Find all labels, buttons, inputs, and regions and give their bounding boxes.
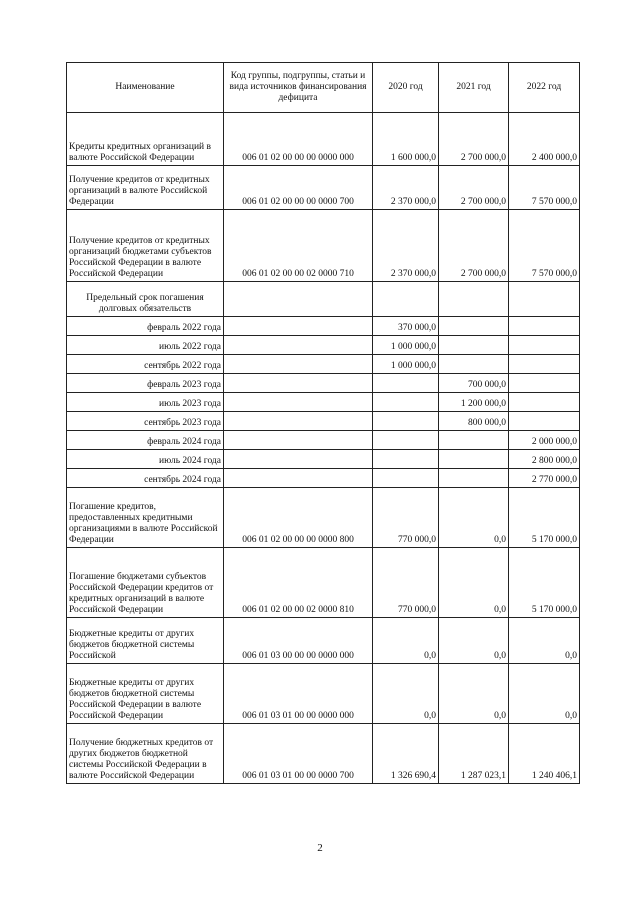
row-code: 006 01 02 00 00 02 0000 710 [224, 210, 373, 282]
row-name: февраль 2023 года [67, 374, 224, 393]
row-value-2020: 2 370 000,0 [373, 166, 439, 210]
row-value-2022 [509, 336, 580, 355]
row-value-2020: 0,0 [373, 618, 439, 664]
row-value-2021: 2 700 000,0 [439, 166, 509, 210]
row-value-2021 [439, 469, 509, 488]
row-value-2021 [439, 336, 509, 355]
row-name: сентябрь 2023 года [67, 412, 224, 431]
row-value-2021 [439, 282, 509, 317]
row-value-2022: 5 170 000,0 [509, 488, 580, 548]
row-value-2022: 2 400 000,0 [509, 113, 580, 166]
row-name: февраль 2024 года [67, 431, 224, 450]
row-value-2022: 2 000 000,0 [509, 431, 580, 450]
row-value-2021: 800 000,0 [439, 412, 509, 431]
row-value-2020: 1 600 000,0 [373, 113, 439, 166]
header-year-2020: 2020 год [373, 63, 439, 113]
row-name: Получение кредитов от кредитных организаций в валюте Российской Федерации [67, 166, 224, 210]
row-name: июль 2022 года [67, 336, 224, 355]
row-value-2020: 770 000,0 [373, 548, 439, 618]
table-row [67, 618, 580, 664]
table-row [67, 317, 580, 336]
page-number: 2 [317, 842, 323, 854]
row-value-2021: 700 000,0 [439, 374, 509, 393]
table-row [67, 393, 580, 412]
row-value-2022: 1 240 406,1 [509, 724, 580, 784]
row-code [224, 374, 373, 393]
row-name: июль 2023 года [67, 393, 224, 412]
row-code [224, 336, 373, 355]
row-code [224, 412, 373, 431]
row-value-2021: 1 200 000,0 [439, 393, 509, 412]
row-code [224, 317, 373, 336]
row-name: Кредиты кредитных организаций в валюте Российской Федерации [67, 113, 224, 166]
row-value-2020: 1 000 000,0 [373, 355, 439, 374]
row-name: Бюджетные кредиты от других бюджетов бюджетной системы Российской [67, 618, 224, 664]
row-value-2020: 0,0 [373, 664, 439, 724]
row-value-2022: 5 170 000,0 [509, 548, 580, 618]
header-name: Наименование [67, 63, 224, 113]
row-value-2022: 0,0 [509, 664, 580, 724]
row-value-2021: 0,0 [439, 618, 509, 664]
row-code: 006 01 02 00 00 00 0000 000 [224, 113, 373, 166]
table-row [67, 355, 580, 374]
row-code [224, 282, 373, 317]
row-value-2020: 370 000,0 [373, 317, 439, 336]
row-code [224, 450, 373, 469]
row-value-2020: 1 326 690,4 [373, 724, 439, 784]
row-code: 006 01 02 00 00 00 0000 800 [224, 488, 373, 548]
row-value-2022 [509, 412, 580, 431]
table-row [67, 374, 580, 393]
financing-sources-table [66, 62, 580, 784]
row-value-2021 [439, 355, 509, 374]
row-value-2020 [373, 282, 439, 317]
table-row [67, 282, 580, 317]
table-row [67, 469, 580, 488]
row-value-2022 [509, 317, 580, 336]
row-value-2020 [373, 412, 439, 431]
row-value-2022 [509, 282, 580, 317]
row-value-2021: 0,0 [439, 488, 509, 548]
header-year-2021: 2021 год [439, 63, 509, 113]
row-code [224, 431, 373, 450]
row-name: сентябрь 2024 года [67, 469, 224, 488]
row-code [224, 469, 373, 488]
row-code [224, 393, 373, 412]
row-value-2021 [439, 450, 509, 469]
row-value-2021: 2 700 000,0 [439, 113, 509, 166]
row-value-2022 [509, 374, 580, 393]
table-row [67, 431, 580, 450]
row-value-2020: 770 000,0 [373, 488, 439, 548]
row-value-2020: 1 000 000,0 [373, 336, 439, 355]
row-value-2020 [373, 469, 439, 488]
header-year-2022: 2022 год [509, 63, 580, 113]
row-value-2021 [439, 317, 509, 336]
row-value-2020 [373, 431, 439, 450]
row-value-2020 [373, 393, 439, 412]
row-code: 006 01 02 00 00 02 0000 810 [224, 548, 373, 618]
row-value-2022: 0,0 [509, 618, 580, 664]
header-row [67, 63, 580, 113]
row-code: 006 01 03 01 00 00 0000 700 [224, 724, 373, 784]
table-row [67, 450, 580, 469]
table-row [67, 488, 580, 548]
table-row [67, 664, 580, 724]
row-value-2021 [439, 431, 509, 450]
row-code [224, 355, 373, 374]
row-value-2021: 0,0 [439, 664, 509, 724]
row-name: Предельный срок погашения долговых обязательств [67, 282, 224, 317]
row-name: июль 2024 года [67, 450, 224, 469]
table-row [67, 210, 580, 282]
row-value-2020 [373, 450, 439, 469]
row-value-2021: 2 700 000,0 [439, 210, 509, 282]
row-value-2021: 0,0 [439, 548, 509, 618]
row-value-2022: 7 570 000,0 [509, 210, 580, 282]
row-value-2022 [509, 355, 580, 374]
row-name: Получение бюджетных кредитов от других бюджетов бюджетной системы Российской Федерации в валюте Российской Федерации [67, 724, 224, 784]
row-value-2020: 2 370 000,0 [373, 210, 439, 282]
row-name: Погашение кредитов, предоставленных кредитными организациями в валюте Российской Федерации [67, 488, 224, 548]
row-name: февраль 2022 года [67, 317, 224, 336]
table-row [67, 113, 580, 166]
row-name: Погашение бюджетами субъектов Российской Федерации кредитов от кредитных организаций в валюте Российской Федерации [67, 548, 224, 618]
row-value-2020 [373, 374, 439, 393]
row-value-2022: 2 800 000,0 [509, 450, 580, 469]
row-code: 006 01 03 00 00 00 0000 000 [224, 618, 373, 664]
table-row [67, 412, 580, 431]
table-row [67, 548, 580, 618]
row-value-2022: 2 770 000,0 [509, 469, 580, 488]
table-row [67, 166, 580, 210]
row-code: 006 01 02 00 00 00 0000 700 [224, 166, 373, 210]
row-value-2021: 1 287 023,1 [439, 724, 509, 784]
row-name: Получение кредитов от кредитных организаций бюджетами субъектов Российской Федерации в валюте Российской Федерации [67, 210, 224, 282]
row-value-2022 [509, 393, 580, 412]
header-code: Код группы, подгруппы, статьи и вида источников финансирования дефицита [224, 63, 373, 113]
table-row [67, 336, 580, 355]
row-value-2022: 7 570 000,0 [509, 166, 580, 210]
row-code: 006 01 03 01 00 00 0000 000 [224, 664, 373, 724]
row-name: Бюджетные кредиты от других бюджетов бюджетной системы Российской Федерации в валюте Российской Федерации [67, 664, 224, 724]
table-row [67, 724, 580, 784]
row-name: сентябрь 2022 года [67, 355, 224, 374]
